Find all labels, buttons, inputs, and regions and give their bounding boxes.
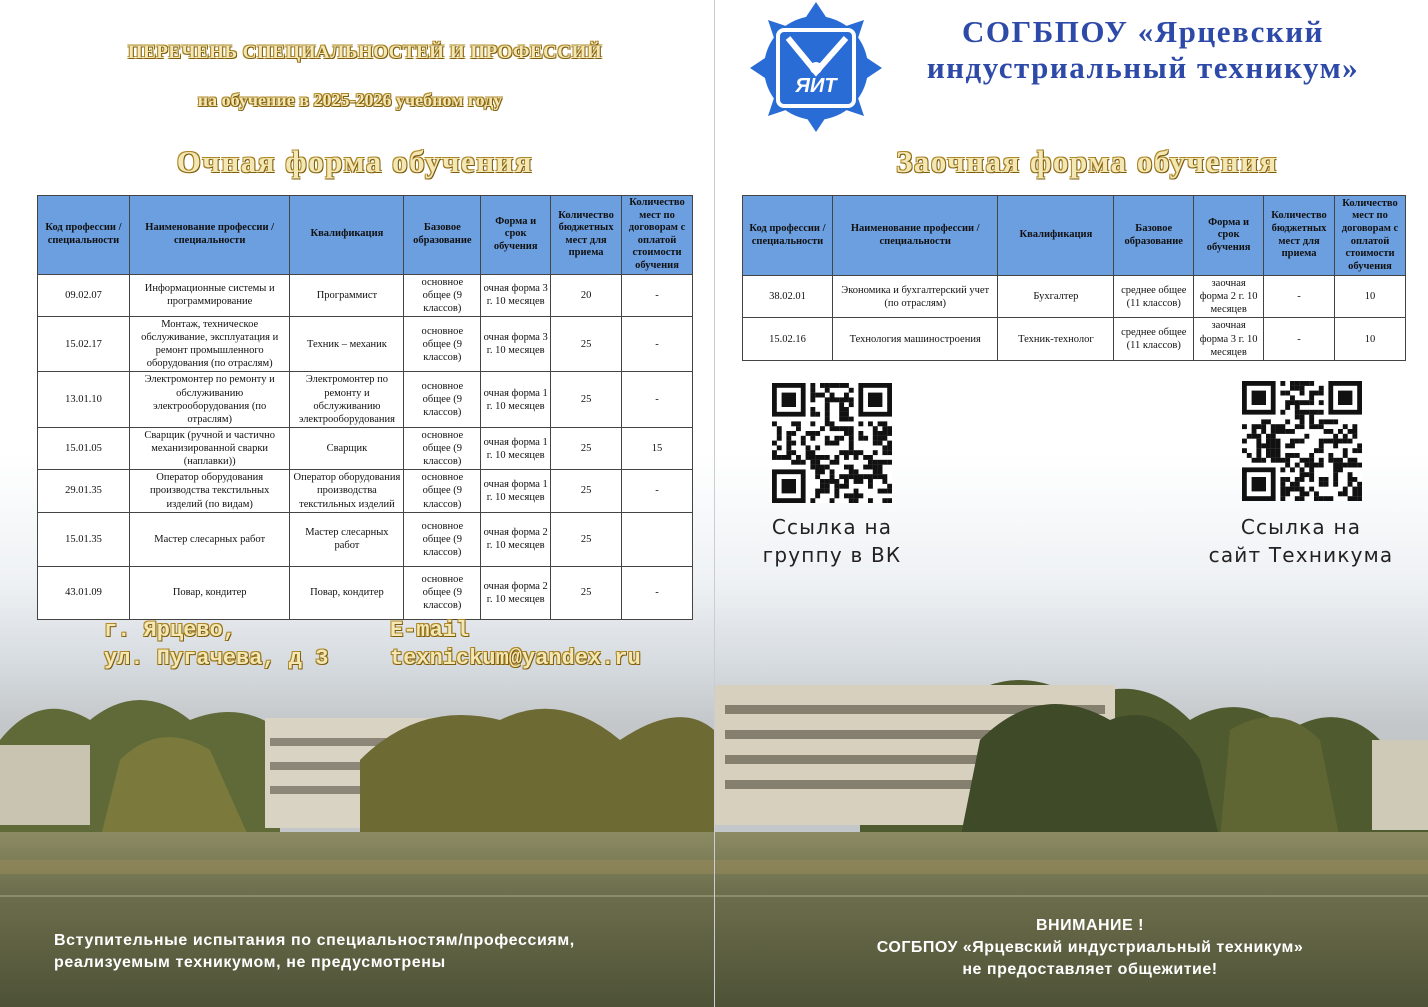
table-header-row xyxy=(743,196,1406,276)
qr-code-site-icon[interactable] xyxy=(1242,381,1362,501)
table-row: 15.02.16 Технология машиностроения Техник-технолог среднее общее (11 классов) заочная форма 3 г. 10 месяцев - 10 xyxy=(743,318,1406,360)
fulltime-programs-table xyxy=(37,195,693,620)
header-base-education: Базовое образование xyxy=(404,196,481,275)
table-row: 38.02.01 Экономика и бухгалтерский учет (по отраслям) Бухгалтер среднее общее (11 классов) заочная форма 2 г. 10 месяцев - 10 xyxy=(743,276,1406,318)
address xyxy=(104,617,328,673)
table-row: 15.01.05 Сварщик (ручной и частично механизированной сварки (наплавки)) Сварщик основное общее (9 классов) очная форма 1 г. 10 месяцев 25 15 xyxy=(38,427,693,469)
list-subtitle: на обучение в 2025-2026 учебном году xyxy=(197,90,503,110)
dormitory-warning: ВНИМАНИЕ ! СОГБПОУ «Ярцевский индустриальный техникум» не предоставляет общежитие! xyxy=(876,917,1304,978)
header-budget-places: Количество бюджетных мест для приема xyxy=(1264,196,1335,276)
header-form-duration: Форма и срок обучения xyxy=(481,196,551,275)
email-label: E-mail xyxy=(390,618,470,643)
header-qualification: Квалификация xyxy=(290,196,404,275)
qr-vk-caption: Ссылка на группу в ВК xyxy=(762,515,902,567)
college-logo-icon xyxy=(748,2,884,132)
fulltime-form-title: Очная форма обучения xyxy=(176,144,534,179)
table-row: 29.01.35 Оператор оборудования производства текстильных изделий (по видам) Оператор оборудования производства текстильных изделий основное общее (9 классов) очная форма 1 г. 10 месяцев 25 - xyxy=(38,470,693,512)
header-form-duration: Форма и срок обучения xyxy=(1194,196,1264,276)
header-paid-places: Количество мест по договорам с оплатой стоимости обучения xyxy=(1335,196,1406,276)
header-qualification: Квалификация xyxy=(998,196,1114,276)
table-row: 15.02.17 Монтаж, техническое обслуживание, эксплуатация и ремонт промышленного оборудования (по отраслям) Техник – механик основное общее (9 классов) очная форма 3 г. 10 месяцев 25 - xyxy=(38,316,693,372)
header-name: Наименование профессии / специальности xyxy=(129,196,290,275)
address-street: ул. Пугачева, д 3 xyxy=(104,646,329,671)
qr-code-vk-icon[interactable] xyxy=(772,383,892,503)
parttime-programs-table xyxy=(742,195,1406,361)
org-name: СОГБПОУ «Ярцевский индустриальный техникум» xyxy=(926,14,1360,85)
header-base-education: Базовое образование xyxy=(1114,196,1194,276)
page-fold-line xyxy=(714,0,715,1007)
address-city: г. Ярцево, xyxy=(104,618,237,643)
parttime-form-title: Заочная форма обучения xyxy=(896,144,1278,179)
table-row: 15.01.35 Мастер слесарных работ Мастер слесарных работ основное общее (9 классов) очная форма 2 г. 10 месяцев 25 xyxy=(38,512,693,566)
table-row: 13.01.10 Электромонтер по ремонту и обслуживанию электрооборудования (по отраслям) Электромонтер по ремонту и обслуживанию электрооборудования основное общее (9 классов) очная форма 1 г. 10 месяцев 25 - xyxy=(38,372,693,428)
header-budget-places: Количество бюджетных мест для приема xyxy=(551,196,622,275)
logo-text: ЯИТ xyxy=(795,75,837,97)
table-row: 09.02.07 Информационные системы и программирование Программист основное общее (9 классов) очная форма 3 г. 10 месяцев 20 - xyxy=(38,274,693,316)
header-paid-places: Количество мест по договорам с оплатой стоимости обучения xyxy=(622,196,693,275)
header-code: Код профессии / специальности xyxy=(38,196,130,275)
email-link[interactable]: texnickum@yandex.ru xyxy=(390,646,641,671)
header-name: Наименование профессии / специальности xyxy=(832,196,998,276)
email-block xyxy=(390,617,641,673)
entrance-exams-note: Вступительные испытания по специальностям/профессиям, реализуемым техникумом, не предусмотрены xyxy=(54,932,575,971)
list-title: ПЕРЕЧЕНЬ СПЕЦИАЛЬНОСТЕЙ И ПРОФЕССИЙ xyxy=(127,42,603,63)
table-header-row xyxy=(38,196,693,275)
table-row: 43.01.09 Повар, кондитер Повар, кондитер основное общее (9 классов) очная форма 2 г. 10 месяцев 25 - xyxy=(38,566,693,619)
header-code: Код профессии / специальности xyxy=(743,196,833,276)
qr-site-caption: Ссылка на сайт Техникума xyxy=(1208,515,1394,567)
